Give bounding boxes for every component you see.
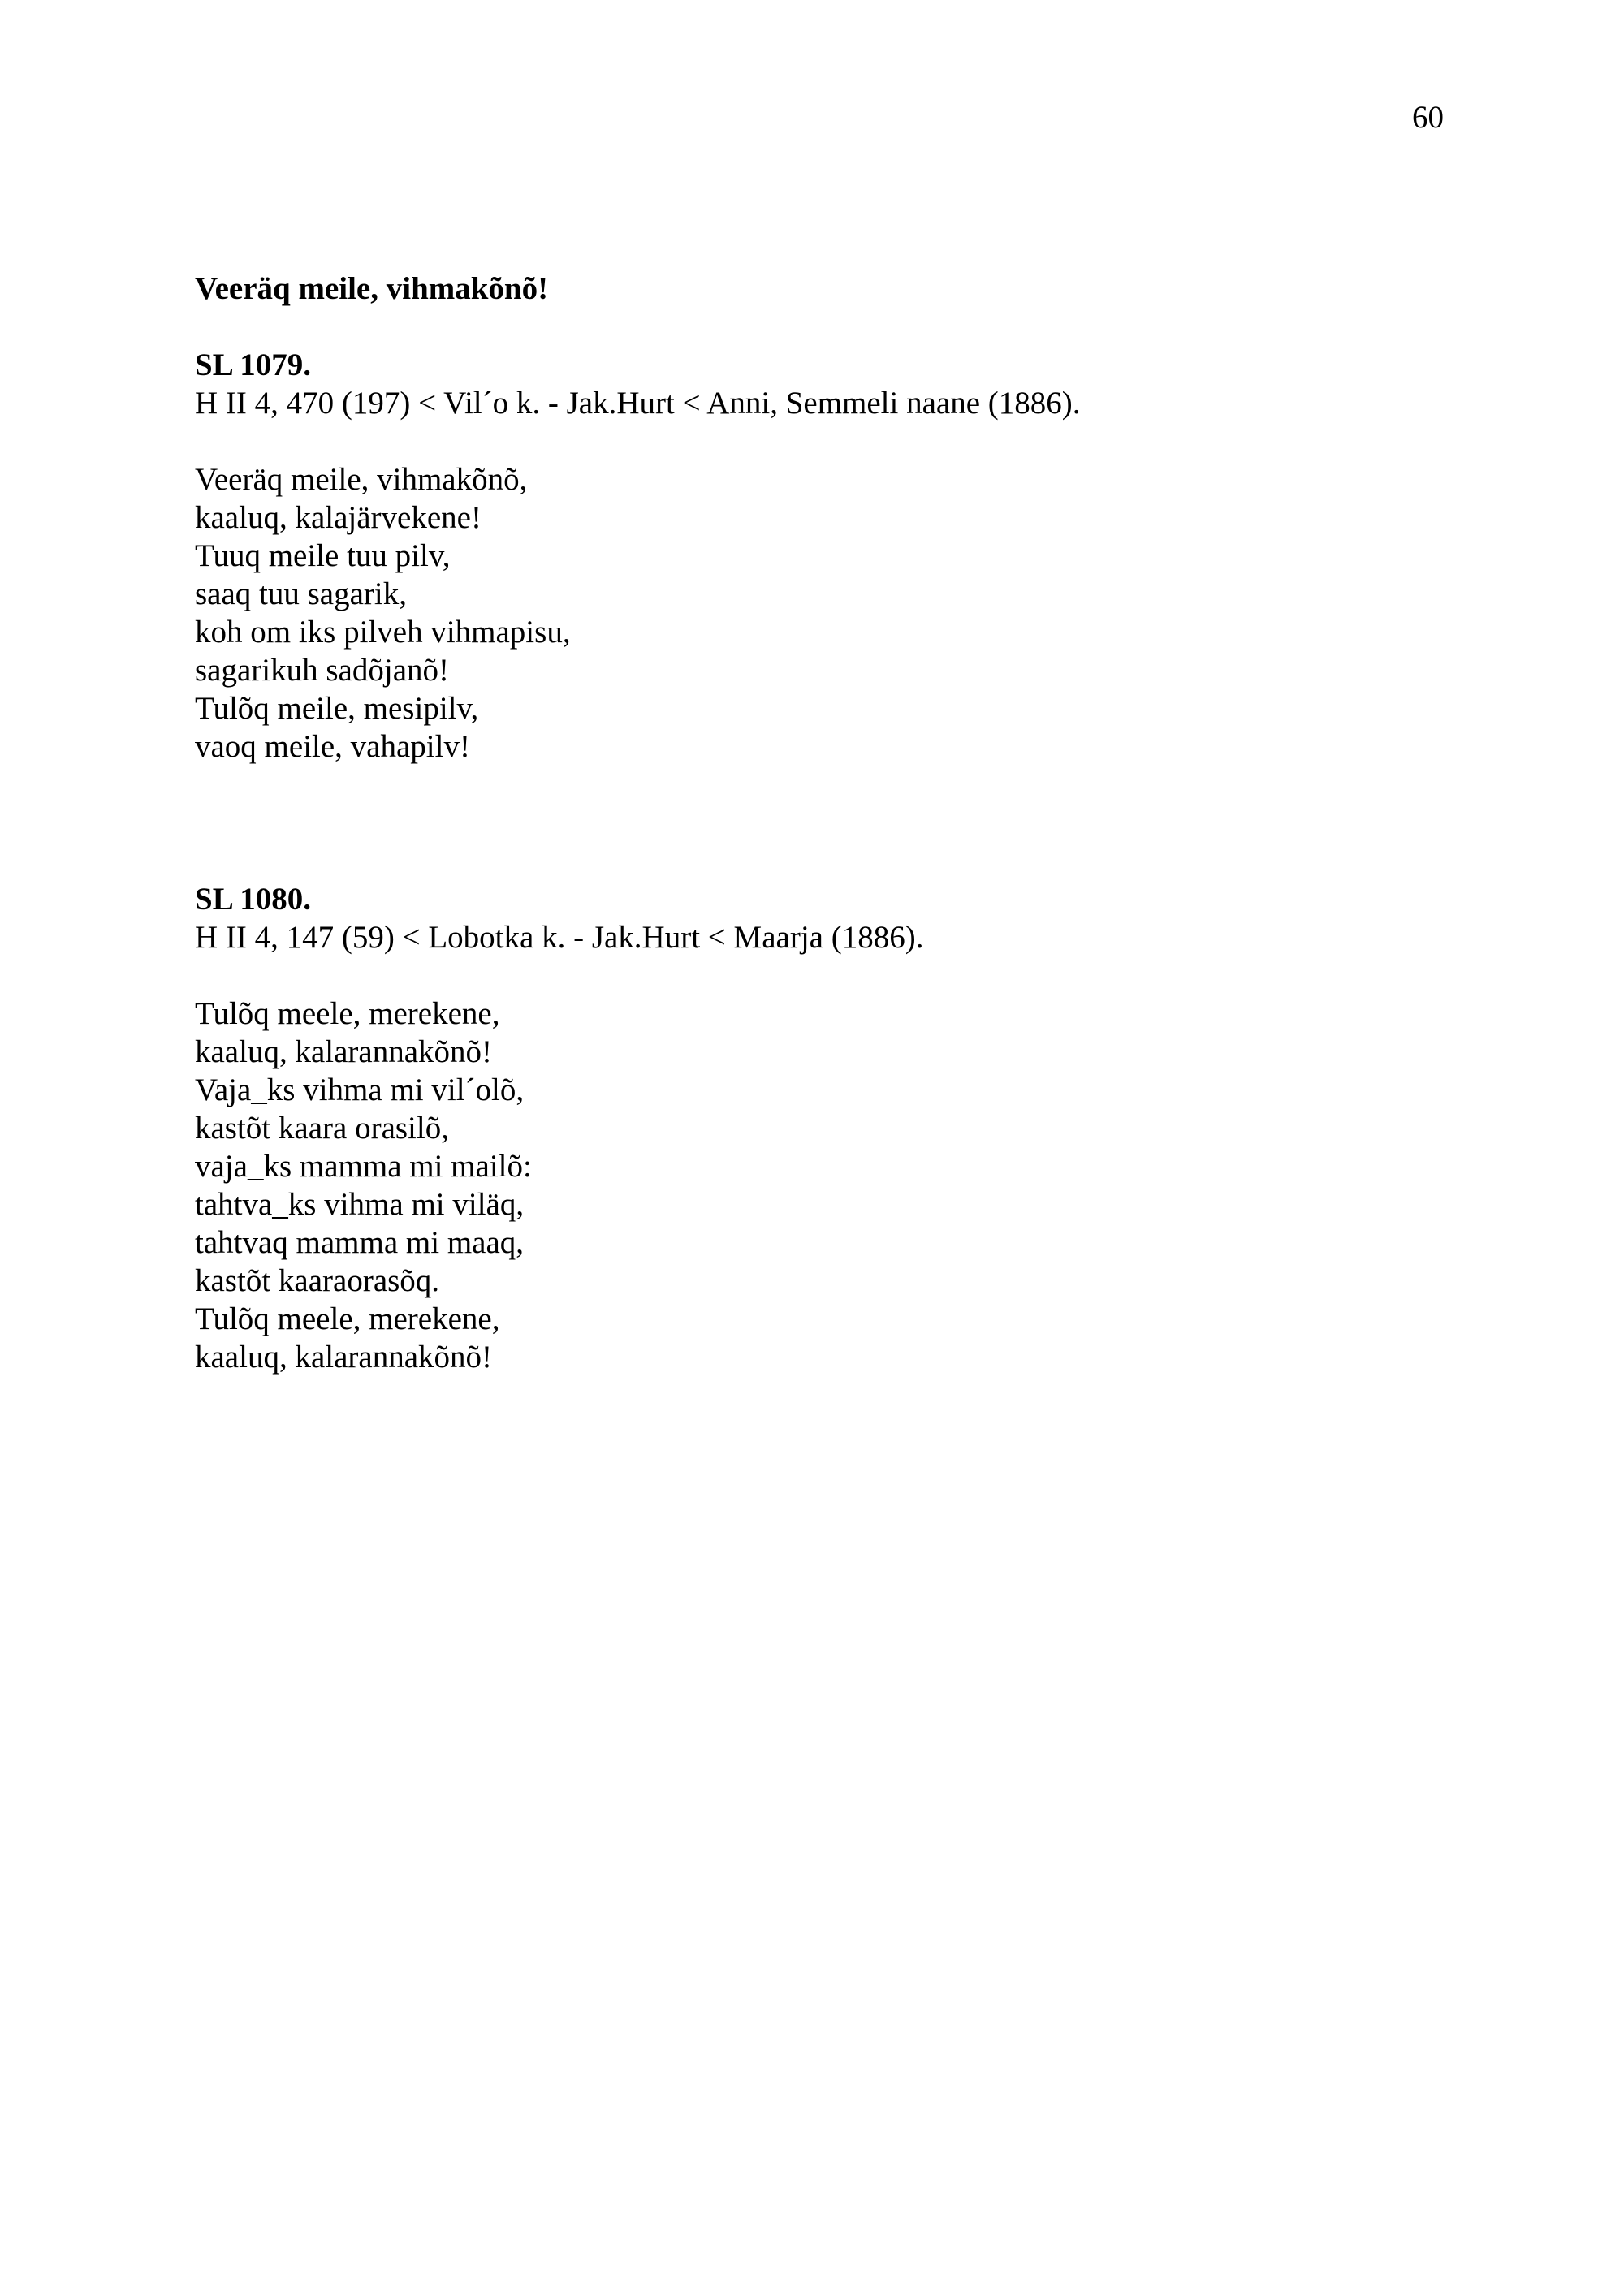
entry-source: H II 4, 147 (59) < Lobotka k. - Jak.Hurt < Maarja (1886). (195, 920, 924, 955)
song-title: Veeräq meile, vihmakõnõ! (195, 271, 549, 306)
entry-id: SL 1080. (195, 882, 312, 917)
verse-line: kastõt kaara orasilõ, (195, 1111, 449, 1146)
verse-line: kaaluq, kalarannakõnõ! (195, 1340, 493, 1375)
verse-line: vaoq meile, vahapilv! (195, 729, 470, 764)
page-number: 60 (1412, 100, 1444, 135)
verse-line: koh om iks pilveh vihmapisu, (195, 615, 571, 650)
document-body (195, 270, 1445, 1376)
verse-line: Tulõq meele, merekene, (195, 1301, 500, 1336)
entry-sl-1079 (195, 346, 1445, 766)
entry-id: SL 1079. (195, 347, 312, 382)
verse-line: Tuuq meile tuu pilv, (195, 538, 451, 573)
verse-line: Veeräq meile, vihmakõnõ, (195, 462, 528, 497)
verse-line: Vaja_ks vihma mi vil´olõ, (195, 1072, 525, 1107)
verse-line: tahtva_ks vihma mi viläq, (195, 1187, 525, 1222)
verse-line: kaaluq, kalarannakõnõ! (195, 1034, 493, 1069)
verse-line: saaq tuu sagarik, (195, 576, 408, 611)
verse-line: tahtvaq mamma mi maaq, (195, 1225, 525, 1260)
entry-source: H II 4, 470 (197) < Vil´o k. - Jak.Hurt < Anni, Semmeli naane (1886). (195, 386, 1081, 421)
verse-line: Tulõq meele, merekene, (195, 996, 500, 1031)
verse-line: kaaluq, kalajärvekene! (195, 500, 482, 535)
verse-line: Tulõq meile, mesipilv, (195, 691, 479, 726)
verse-line: vaja_ks mamma mi mailõ: (195, 1149, 532, 1184)
entry-sl-1080 (195, 880, 1445, 1376)
verse-line: kastõt kaaraorasõq. (195, 1263, 440, 1298)
verse-line: sagarikuh sadõjanõ! (195, 653, 449, 688)
